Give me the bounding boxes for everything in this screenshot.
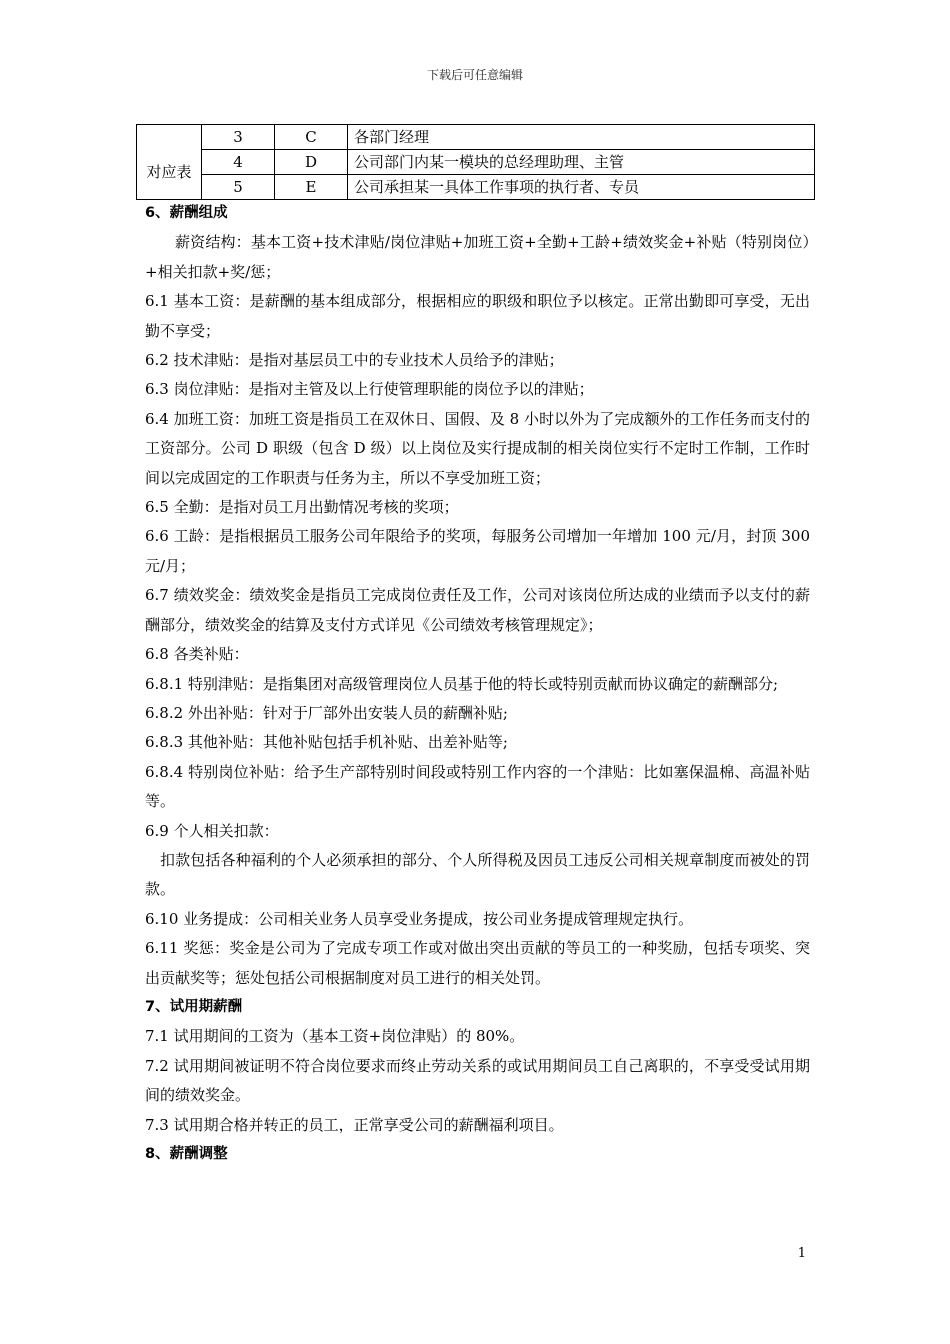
paragraph: 扣款包括各种福利的个人必须承担的部分、个人所得税及因员工违反公司相关规章制度而被处的罚款。	[145, 850, 810, 899]
paragraph: 7.1 试用期间的工资为（基本工资+岗位津贴）的 80%。	[145, 1027, 525, 1046]
table-cell-desc: 公司承担某一具体工作事项的执行者、专员	[348, 175, 815, 200]
page-header: 下载后可任意编辑	[426, 68, 523, 82]
paragraph: 6.2 技术津贴：是指对基层员工中的专业技术人员给予的津贴；	[145, 351, 564, 370]
table-row	[137, 150, 815, 175]
paragraph: 6.1 基本工资：是薪酬的基本组成部分，根据相应的职级和职位予以核定。正常出勤即可享受，无出勤不享受；	[145, 292, 810, 340]
paragraph: 6.11 奖惩：奖金是公司为了完成专项工作或对做出突出贡献的等员工的一种奖励，包括专项奖、突出贡献奖等；惩处包括公司根据制度对员工进行的相关处罚。	[145, 939, 810, 987]
table-cell-grade: D	[275, 150, 348, 175]
table-cell-grade: C	[275, 125, 348, 150]
table-cell-desc: 各部门经理	[348, 125, 815, 150]
table-cell-grade: E	[275, 175, 348, 200]
table-cell-level: 3	[202, 125, 275, 150]
table-cell-level: 4	[202, 150, 275, 175]
grade-mapping-table	[136, 124, 815, 200]
section-heading: 7、试用期薪酬	[145, 998, 243, 1015]
paragraph: 7.2 试用期间被证明不符合岗位要求而终止劳动关系的或试用期间员工自己离职的，不享受受试用期间的绩效奖金。	[145, 1056, 810, 1105]
table-cell-desc: 公司部门内某一模块的总经理助理、主管	[348, 150, 815, 175]
table-row	[137, 175, 815, 200]
paragraph: 6.5 全勤：是指对员工月出勤情况考核的奖项；	[145, 498, 459, 517]
paragraph: 6.4 加班工资：加班工资是指员工在双休日、国假、及 8 小时以外为了完成额外的工作任务而支付的工资部分。公司 D 职级（包含 D 级）以上岗位及实行提成制的相关岗位实行不定时工作制，工作时间以完成固定的工作职责与任务为主，所以不享受加班工资；	[145, 409, 810, 487]
paragraph: 6.3 岗位津贴：是指对主管及以上行使管理职能的岗位予以的津贴；	[145, 380, 594, 399]
paragraph: 6.6 工龄：是指根据员工服务公司年限给予的奖项，每服务公司增加一年增加 100 元/月，封顶 300 元/月；	[145, 527, 810, 575]
paragraph: 6.9 个人相关扣款：	[145, 821, 279, 840]
paragraph: 6.8.2 外出补贴：针对于厂部外出安装人员的薪酬补贴;	[145, 703, 508, 722]
paragraph: 薪资结构：基本工资+技术津贴/岗位津贴+加班工资+全勤+工龄+绩效奖金+补贴（特别岗位）+相关扣款+奖/惩；	[145, 233, 810, 281]
section-heading: 6、薪酬组成	[145, 205, 228, 221]
table-row-label-cell	[137, 125, 202, 200]
paragraph: 6.8 各类补贴：	[145, 645, 249, 664]
table-cell-level: 5	[202, 175, 275, 200]
page-number: 1	[797, 1246, 806, 1261]
paragraph: 6.8.1 特别津贴：是指集团对高级管理岗位人员基于他的特长或特别贡献而协议确定的薪酬部分;	[145, 674, 778, 693]
paragraph: 6.8.3 其他补贴：其他补贴包括手机补贴、出差补贴等;	[145, 733, 508, 752]
section-heading: 8、薪酬调整	[145, 1146, 228, 1162]
table-row-label: 对应表	[146, 162, 192, 181]
paragraph: 7.3 试用期合格并转正的员工，正常享受公司的薪酬福利项目。	[145, 1115, 564, 1134]
paragraph: 6.10 业务提成：公司相关业务人员享受业务提成，按公司业务提成管理规定执行。	[145, 909, 694, 928]
paragraph: 6.7 绩效奖金：绩效奖金是指员工完成岗位责任及工作，公司对该岗位所达成的业绩而予以支付的薪酬部分，绩效奖金的结算及支付方式详见《公司绩效考核管理规定》；	[145, 586, 810, 634]
table-row	[137, 125, 815, 150]
paragraph: 6.8.4 特别岗位补贴：给予生产部特别时间段或特别工作内容的一个津贴：比如塞保温棉、高温补贴等。	[145, 762, 810, 811]
document-body	[145, 199, 810, 1169]
